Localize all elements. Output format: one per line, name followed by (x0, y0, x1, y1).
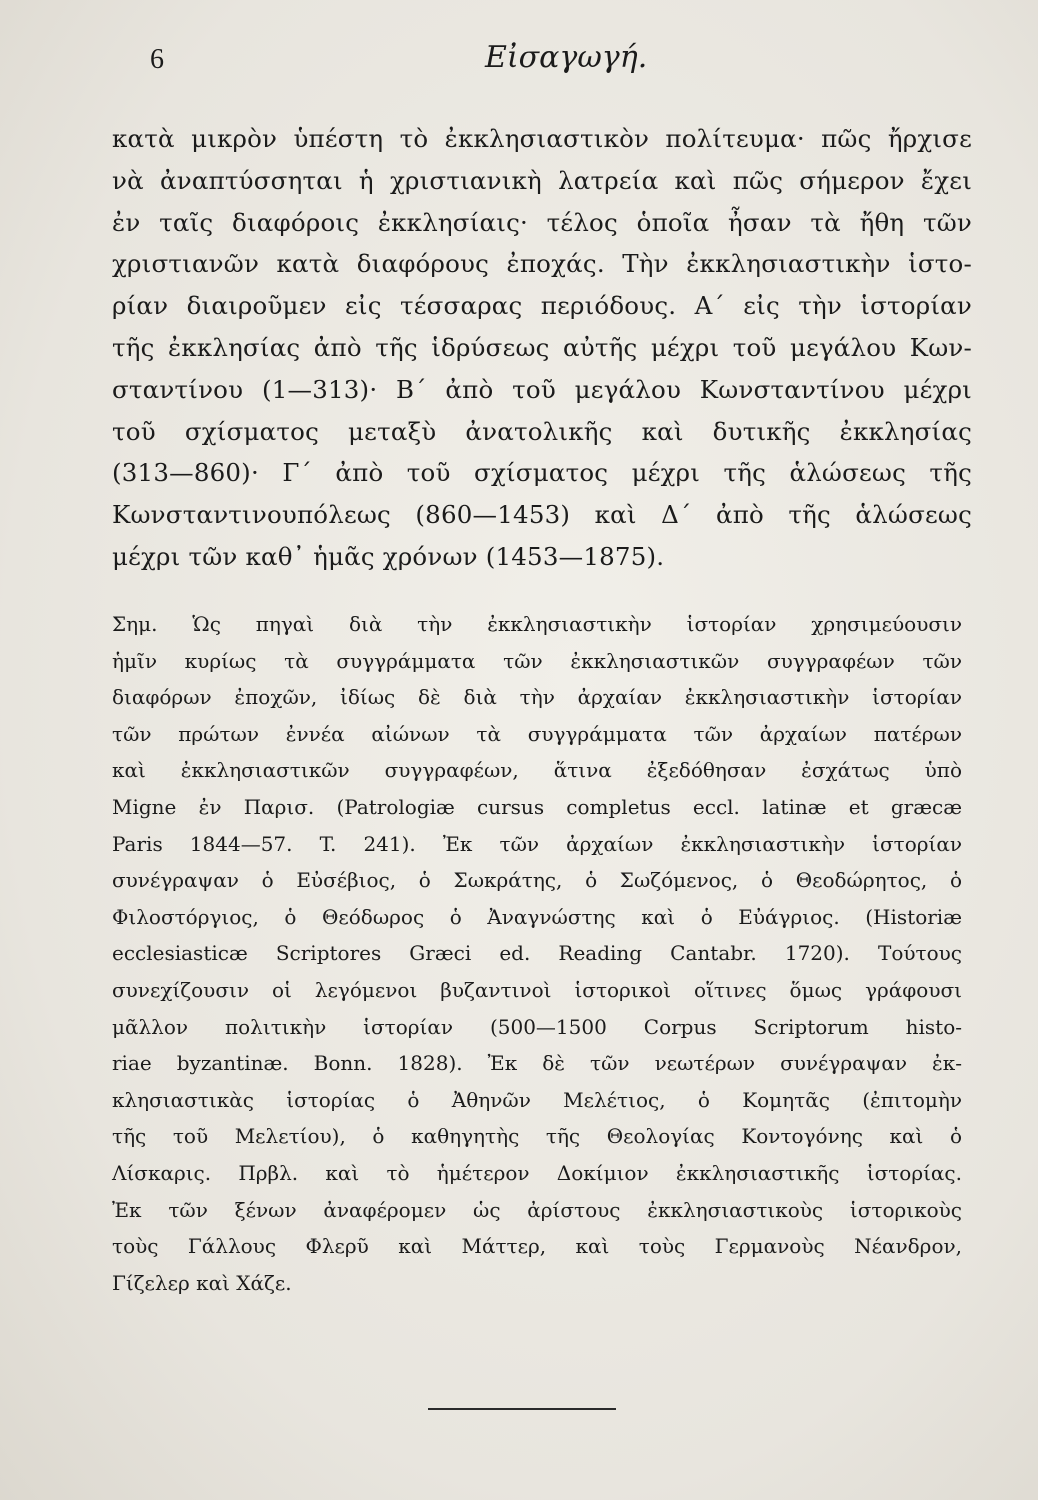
note-line: τῆς τοῦ Μελετίου), ὁ καθηγητὴς τῆς Θεολογίας Κοντογόνης καὶ ὁ (112, 1124, 962, 1149)
note-line: riae byzantinæ. Bonn. 1828). Ἐκ δὲ τῶν νεωτέρων συνέγραψαν ἐκ- (112, 1051, 962, 1076)
text-line: τοῦ σχίσματος μεταξὺ ἀνατολικῆς καὶ δυτικῆς ἐκκλησίας (112, 416, 972, 446)
note-line: συνεχίζουσιν οἱ λεγόμενοι βυζαντινοὶ ἱστορικοὶ οἵτινες ὅμως γράφουσι (112, 977, 962, 1002)
page-header (150, 40, 970, 80)
note-line: Γίζελερ καὶ Χάζε. (112, 1270, 292, 1295)
note-line: καὶ ἐκκλησιαστικῶν συγγραφέων, ἅτινα ἐξεδόθησαν ἐσχάτως ὑπὸ (112, 758, 962, 783)
text-line: κατὰ μικρὸν ὑπέστη τὸ ἐκκλησιαστικὸν πολίτευμα· πῶς ἤρχισε (112, 124, 972, 153)
note-line: Migne ἐν Παρισ. (Patrologiæ cursus completus eccl. latinæ et græcæ (112, 794, 962, 819)
footnote-paragraph (112, 606, 962, 1301)
note-line: ecclesiasticæ Scriptores Græci ed. Reading Cantabr. 1720). Τούτους (112, 941, 962, 966)
note-line: Φιλοστόργιος, ὁ Θεόδωρος ὁ Ἀναγνώστης καὶ ὁ Εὐάγριος. (Historiæ (112, 904, 962, 929)
page-number: 6 (150, 44, 164, 75)
note-line: διαφόρων ἐποχῶν, ἰδίως δὲ διὰ τὴν ἀρχαίαν ἐκκλησιαστικὴν ἱστορίαν (112, 685, 962, 710)
end-rule (428, 1408, 616, 1410)
note-line: Λίσκαρις. Πρβλ. καὶ τὸ ἡμέτερον Δοκίμιον ἐκκλησιαστικῆς ἱστορίας. (112, 1160, 962, 1185)
text-line: σταντίνου (1—313)· Β΄ ἀπὸ τοῦ μεγάλου Κωνσταντίνου μέχρι (112, 374, 972, 404)
text-line: τῆς ἐκκλησίας ἀπὸ τῆς ἱδρύσεως αὐτῆς μέχρι τοῦ μεγάλου Κων- (112, 332, 972, 362)
note-line: τοὺς Γάλλους Φλερῦ καὶ Μάττερ, καὶ τοὺς Γερμανοὺς Νέανδρον, (112, 1234, 962, 1259)
text-line: Κωνσταντινουπόλεως (860—1453) καὶ Δ΄ ἀπὸ τῆς ἁλώσεως (112, 500, 972, 530)
note-line: κλησιαστικὰς ἱστορίας ὁ Ἀθηνῶν Μελέτιος, ὁ Κομητᾶς (ἐπιτομὴν (112, 1087, 962, 1112)
text-line: ρίαν διαιροῦμεν εἰς τέσσαρας περιόδους. Α΄ εἰς τὴν ἱστορίαν (112, 291, 972, 321)
note-line: Paris 1844—57. T. 241). Ἐκ τῶν ἀρχαίων ἐκκλησιαστικὴν ἱστορίαν (112, 831, 962, 856)
text-line: (313—860)· Γ΄ ἀπὸ τοῦ σχίσματος μέχρι τῆς ἁλώσεως τῆς (112, 458, 972, 488)
note-line: ἡμῖν κυρίως τὰ συγγράμματα τῶν ἐκκλησιαστικῶν συγγραφέων τῶν (112, 648, 962, 673)
text-line: μέχρι τῶν καθ᾽ ἡμᾶς χρόνων (1453—1875). (112, 541, 665, 571)
text-line: νὰ ἀναπτύσσηται ἡ χριστιανικὴ λατρεία καὶ πῶς σήμερον ἔχει (112, 165, 972, 195)
note-line: Ἐκ τῶν ξένων ἀναφέρομεν ὡς ἀρίστους ἐκκλησιαστικοὺς ἱστορικοὺς (112, 1197, 962, 1222)
main-paragraph (112, 118, 972, 578)
running-title: Εἰσαγωγή. (485, 40, 648, 75)
text-line: ἐν ταῖς διαφόροις ἐκκλησίαις· τέλος ὁποῖα ἦσαν τὰ ἤθη τῶν (112, 207, 972, 237)
text-line: χριστιανῶν κατὰ διαφόρους ἐποχάς. Τὴν ἐκκλησιαστικὴν ἱστο- (112, 249, 972, 279)
note-line: Σημ. Ὡς πηγαὶ διὰ τὴν ἐκκλησιαστικὴν ἱστορίαν χρησιμεύουσιν (112, 612, 962, 636)
note-line: συνέγραψαν ὁ Εὐσέβιος, ὁ Σωκράτης, ὁ Σωζόμενος, ὁ Θεοδώρητος, ὁ (112, 868, 962, 893)
note-line: μᾶλλον πολιτικὴν ἱστορίαν (500—1500 Corpus Scriptorum histo- (112, 1014, 962, 1039)
note-line: τῶν πρώτων ἐννέα αἰώνων τὰ συγγράμματα τῶν ἀρχαίων πατέρων (112, 721, 962, 746)
